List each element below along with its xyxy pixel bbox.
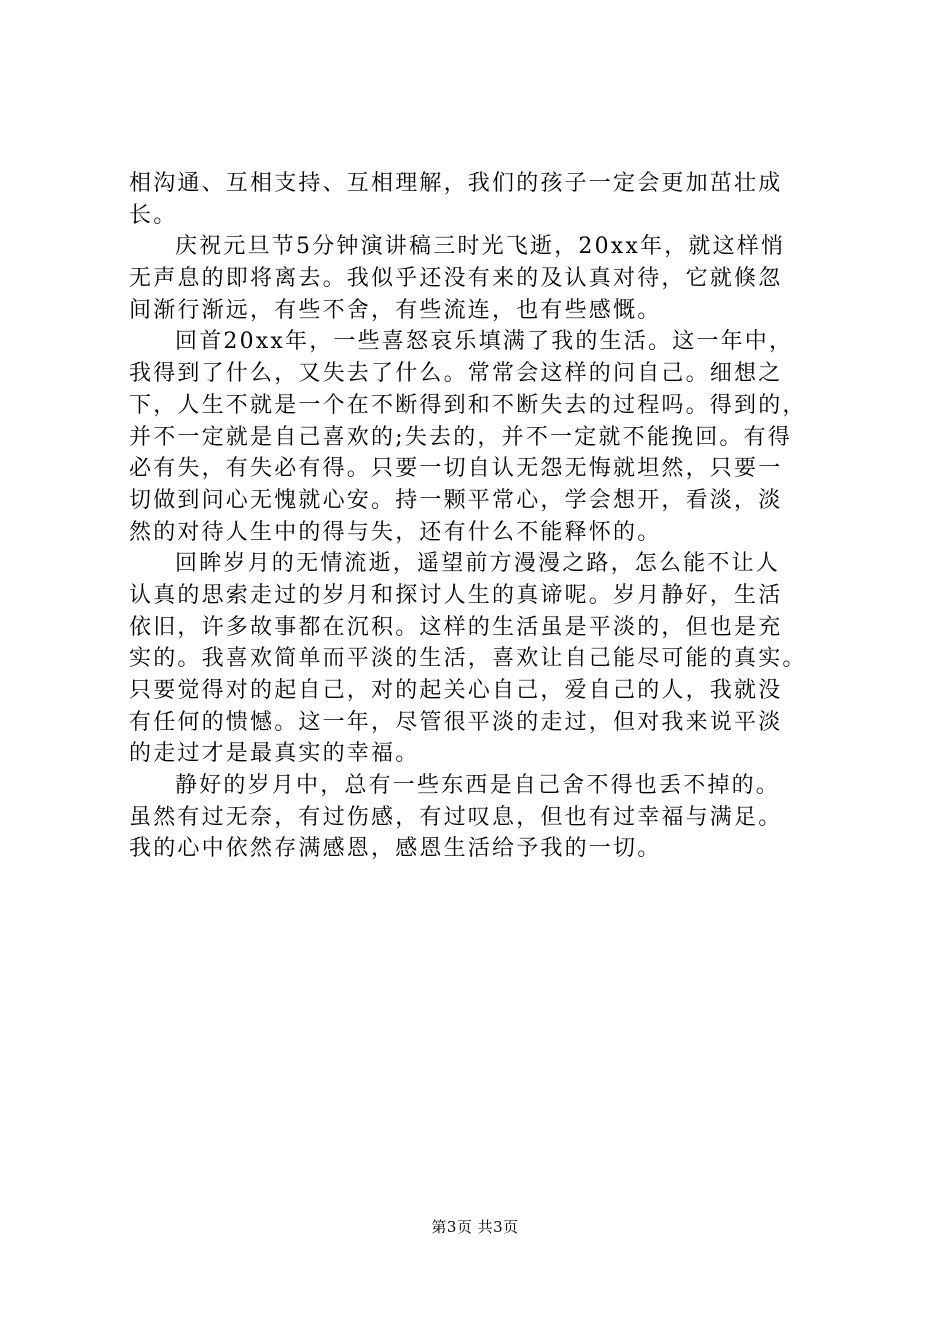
text-line: 回眸岁月的无情流逝，遥望前方漫漫之路，怎么能不让人 [175,551,781,577]
text-line: 只要觉得对的起自己，对的起关心自己，爱自己的人，我就没 [129,678,783,703]
text-line: 回首20xx年，一些喜怒哀乐填满了我的生活。这一年中， [175,329,794,355]
text-line: 实的。我喜欢简单而平淡的生活，喜欢让自己能尽可能的真实。 [129,646,807,672]
page-number-footer: 第3页 共3页 [431,1218,519,1236]
text-line: 间渐行渐远，有些不舍，有些流连，也有些感慨。 [129,297,662,323]
text-line: 我的心中依然存满感恩，感恩生活给予我的一切。 [129,836,662,862]
text-line: 的走过才是最真实的幸福。 [129,741,420,767]
text-line: 有任何的愦憾。这一年，尽管很平淡的走过，但对我来说平淡 [129,709,783,735]
text-line: 依旧，许多故事都在沉积。这样的生活虽是平淡的，但也是充 [129,614,783,640]
text-line: 无声息的即将离去。我似乎还没有来的及认真对待，它就倏忽 [129,266,783,292]
text-line: 必有失，有失必有得。只要一切自认无怨无悔就坦然，只要一 [129,456,783,482]
text-line: 相沟通、互相支持、互相理解，我们的孩子一定会更加茁壮成 [129,171,783,196]
text-line: 下，人生不就是一个在不断得到和不断失去的过程吗。得到的， [129,392,807,418]
text-line: 静好的岁月中，总有一些东西是自己舍不得也丢不掉的。 [175,773,781,799]
text-line: 庆祝元旦节5分钟演讲稿三时光飞逝，20xx年，就这样悄 [175,234,786,260]
text-line: 切做到问心无愧就心安。持一颗平常心，学会想开，看淡，淡 [129,487,783,513]
text-line: 长。 [129,202,178,228]
text-line: 我得到了什么，又失去了什么。常常会这样的问自己。细想之 [129,361,783,387]
body-text [129,168,829,865]
text-line: 并不一定就是自己喜欢的;失去的，并不一定就不能挽回。有得 [129,424,793,450]
text-line: 虽然有过无奈，有过伤感，有过叹息，但也有过幸福与满足。 [129,804,783,830]
text-line: 然的对待人生中的得与失，还有什么不能释怀的。 [129,519,662,545]
text-line: 认真的思索走过的岁月和探讨人生的真谛呢。岁月静好，生活 [129,582,783,608]
